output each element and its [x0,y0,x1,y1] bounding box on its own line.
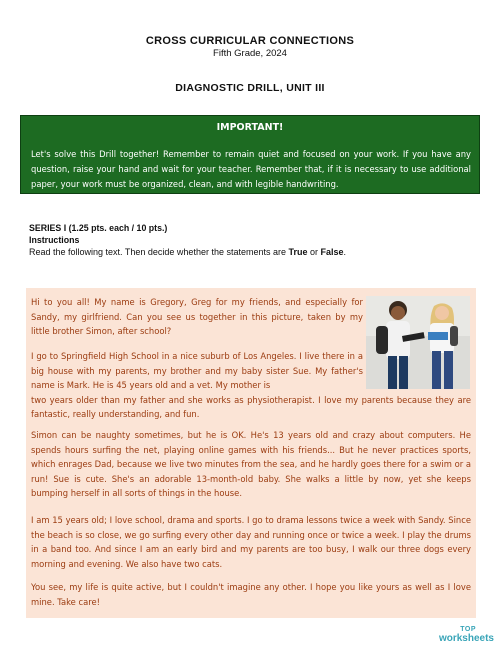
instructions-lead: Read the following text. Then decide whether the statements are [29,247,289,257]
series-heading: SERIES I (1.25 pts. each / 10 pts.) [29,223,168,233]
top-worksheets-logo [432,626,494,644]
notice-title: IMPORTANT! [216,122,284,133]
students-photo [366,296,470,389]
true-word: True [288,247,308,257]
paragraph-1: Hi to you all! My name is Gregory, Greg for my friends, and especially for Sandy, my girlfriend. Can you see us together in this picture, taken by my little brother Simon, after school? [31,297,363,337]
logo-main-text: worksheets [438,633,494,644]
instructions-period: . [343,247,347,257]
paragraph-2-part-a: I go to Springfield High School in a nice suburb of Los Angeles. I live there in a big house with my parents, my brother and my baby sister Sue. My father's name is Mark. He is 45 years old and a vet. My mother is [31,351,363,391]
notice-body: Let's solve this Drill together! Remember to remain quiet and focused on your work. If you have any question, raise your hand and wait for your teacher. Remember that, if it is necessary to use additional paper, your work must be organized, clean, and with legible handwriting. [31,149,471,189]
paragraph-5: You see, my life is quite active, but I couldn't imagine any other. I hope you like yours as well as I love mine. Take care! [31,582,471,607]
paragraph-3: Simon can be naughty sometimes, but he is OK. He's 13 years old and crazy about computers. He spends hours surfing the net, playing online games with his friends... But he never practices sports, which enrages Dad, because we live two minutes from the sea, and he hardly goes there for a swim or a run! Sue is cute. She's an adorable 13-month-old baby. She walks a little by now, yet she keeps bumping herself in all sorts of things in the house. [31,430,471,499]
instructions-title: Instructions [29,235,80,245]
paragraph-2-part-b: two years older than my father and she works as physiotherapist. I love my parents because they are fantastic, really understanding, and fun. [31,394,471,420]
false-word: False [320,247,344,257]
reading-passage [26,288,476,618]
or-word: or [307,247,321,257]
logo-top-text: TOP [460,626,476,633]
document-subtitle: Fifth Grade, 2024 [213,48,287,59]
paragraph-4: I am 15 years old; I love school, drama and sports. I go to drama lessons twice a week with Sandy. Since the beach is so close, we go surfing every other day and running once or twice a week. I play the drums in a band too. And since I am an early bird and my parents are too busy, I walk our three dogs every morning and evening. We also have two cats. [31,515,471,569]
drill-title: DIAGNOSTIC DRILL, UNIT III [175,82,325,94]
instructions-text [29,247,346,257]
important-notice-box [20,115,480,194]
document-title: CROSS CURRICULAR CONNECTIONS [145,35,355,47]
